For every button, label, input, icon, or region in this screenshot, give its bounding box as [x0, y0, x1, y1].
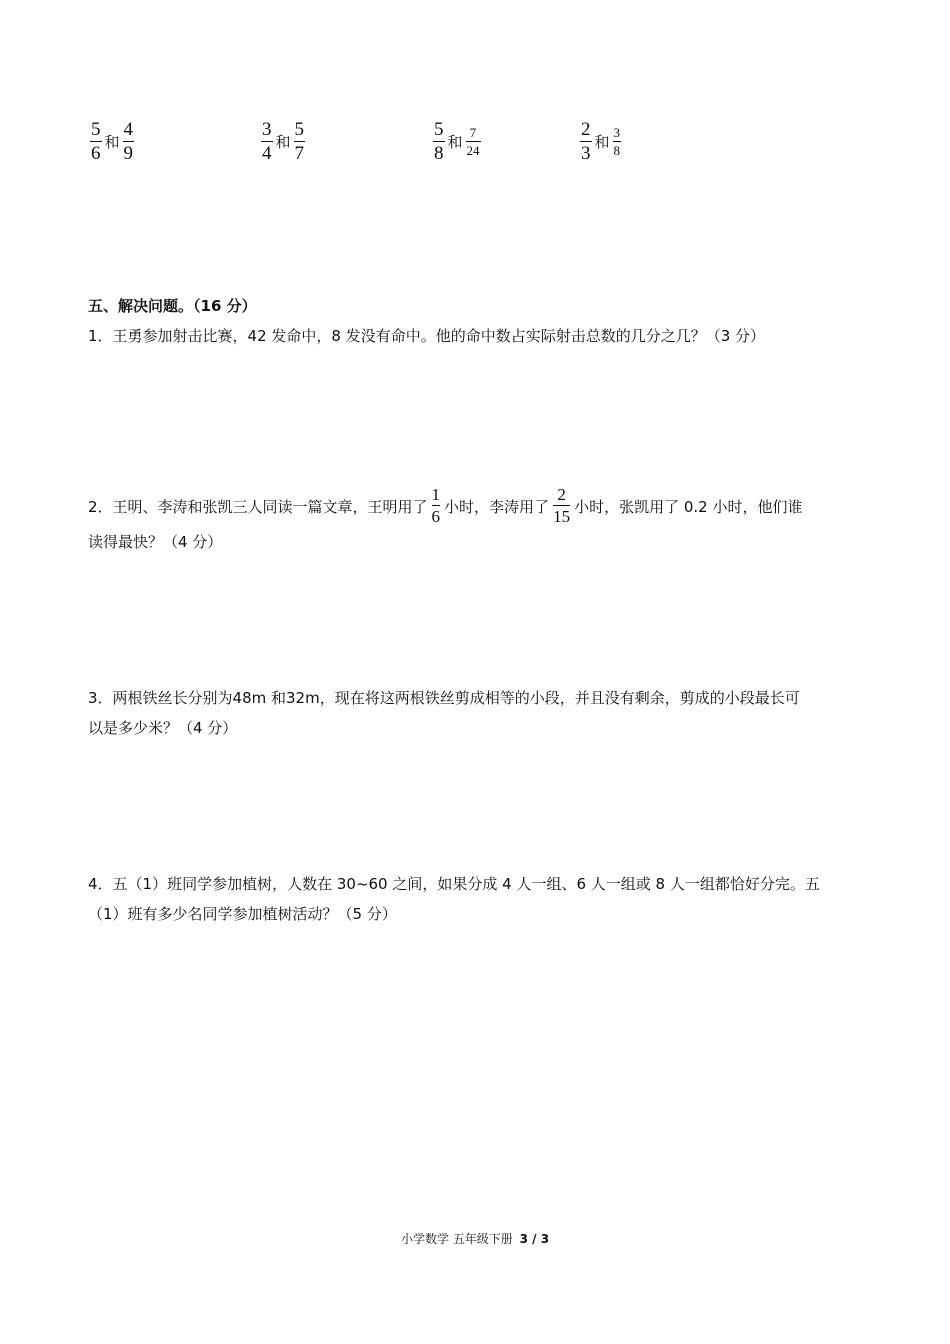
fraction: $\frac{7}{24}$: [466, 124, 480, 158]
fraction: $\frac{2}{15}$: [553, 485, 571, 526]
question-2-line-2: 读得最快？（4 分）: [88, 533, 223, 551]
question-text: 小时，张凯用了 0.2 小时，他们谁: [574, 498, 803, 516]
fraction-pair-1: [90, 118, 134, 164]
fraction: $\frac{1}{6}$: [431, 485, 441, 526]
question-text: 2．王明、李涛和张凯三人同读一篇文章，王明用了: [88, 498, 428, 516]
fraction-pairs-row: [0, 118, 950, 168]
fraction: $\frac{5}{6}$: [91, 118, 101, 164]
page-number: 3 / 3: [519, 1232, 550, 1246]
question-2-line-1: [88, 485, 868, 527]
fraction: $\frac{4}{9}$: [123, 118, 134, 164]
question-3-line-2: 以是多少米？（4 分）: [88, 719, 238, 737]
fraction-pair-3: [433, 118, 481, 164]
footer-text: 小学数学 五年级下册: [400, 1232, 513, 1246]
question-4-line-2: （1）班有多少名同学参加植树活动？（5 分）: [88, 905, 397, 923]
fraction: $\frac{3}{8}$: [613, 124, 621, 158]
question-4-line-1: 4．五（1）班同学参加植树，人数在 30~60 之间，如果分成 4 人一组、6 人一组或 8 人一组都恰好分完。五: [88, 875, 820, 893]
fraction-pair-2: [261, 118, 305, 164]
question-text: 小时，李涛用了: [444, 498, 550, 516]
section-heading: 五、解决问题。（16 分）: [88, 297, 257, 315]
page-footer: [0, 1230, 950, 1247]
joiner-text: 和: [104, 132, 120, 151]
question-3-line-1: 3．两根铁丝长分别为48m 和32m，现在将这两根铁丝剪成相等的小段，并且没有剩余，剪成的小段最长可: [88, 689, 800, 707]
fraction: $\frac{5}{7}$: [294, 118, 305, 164]
fraction-pair-4: [580, 118, 621, 164]
joiner-text: 和: [275, 132, 291, 151]
joiner-text: 和: [594, 132, 610, 151]
fraction: $\frac{5}{8}$: [434, 118, 444, 164]
fraction: $\frac{3}{4}$: [262, 118, 272, 164]
fraction: $\frac{2}{3}$: [581, 118, 591, 164]
joiner-text: 和: [447, 132, 463, 151]
question-1: 1．王勇参加射击比赛，42 发命中，8 发没有命中。他的命中数占实际射击总数的几分之几？（3 分）: [88, 327, 766, 345]
